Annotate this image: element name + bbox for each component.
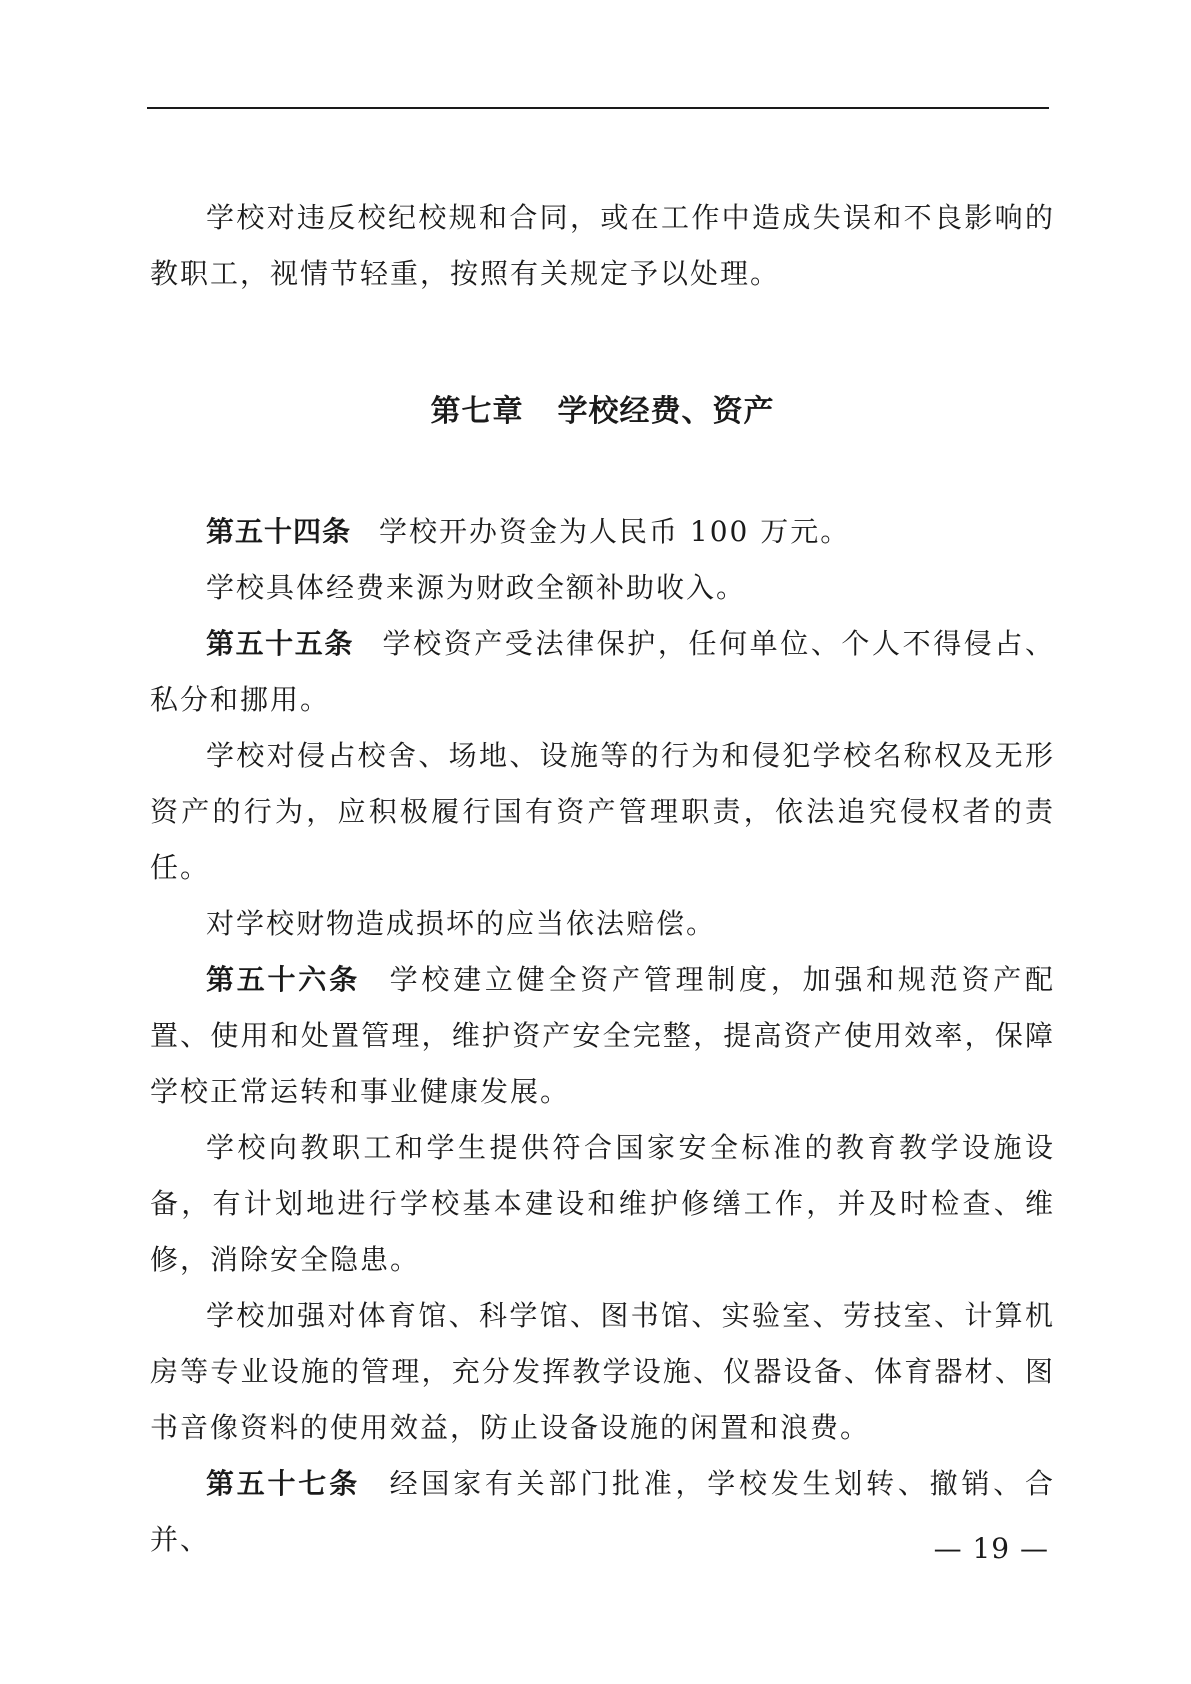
article-text: 学校资产受法律保护，任何单位、个人不得侵占、私分和挪用。 [150,627,1055,716]
article-55-paragraph-3: 对学校财物造成损坏的应当依法赔偿。 [206,907,717,940]
chapter-title: 学校经费、资产 [557,394,775,429]
article-55 [150,616,1055,728]
page-number: — 19 — [933,1532,1049,1565]
article-label: 第五十四条 [206,515,352,548]
article-57 [150,1456,1055,1568]
article-label: 第五十六条 [206,963,360,996]
article-56 [150,952,1055,1120]
article-54 [150,504,1055,560]
article-56-paragraph-2: 学校向教职工和学生提供符合国家安全标准的教育教学设施设备，有计划地进行学校基本建设和维护修缮工作，并及时检查、维修，消除安全隐患。 [150,1131,1055,1276]
article-label: 第五十七条 [206,1467,360,1500]
article-54-paragraph-2: 学校具体经费来源为财政全额补助收入。 [206,571,747,604]
article-text: 经国家有关部门批准，学校发生划转、撤销、合并、 [150,1467,1055,1556]
article-56-paragraph-3: 学校加强对体育馆、科学馆、图书馆、实验室、劳技室、计算机房等专业设施的管理，充分发挥教学设施、仪器设备、体育器材、图书音像资料的使用效益，防止设备设施的闲置和浪费。 [150,1299,1055,1444]
intro-paragraph: 学校对违反校纪校规和合同，或在工作中造成失误和不良影响的教职工，视情节轻重，按照有关规定予以处理。 [150,201,1055,290]
article-label: 第五十五条 [206,627,354,660]
chapter-number: 第七章 [430,394,524,429]
chapter-heading [150,384,1055,440]
header-rule [147,107,1049,109]
article-text: 学校建立健全资产管理制度，加强和规范资产配置、使用和处置管理，维护资产安全完整，提高资产使用效率，保障学校正常运转和事业健康发展。 [150,963,1055,1108]
article-55-paragraph-2: 学校对侵占校舍、场地、设施等的行为和侵犯学校名称权及无形资产的行为，应积极履行国有资产管理职责，依法追究侵权者的责任。 [150,739,1055,884]
document-body [150,190,1055,1568]
article-text: 学校开办资金为人民币 100 万元。 [379,515,851,548]
